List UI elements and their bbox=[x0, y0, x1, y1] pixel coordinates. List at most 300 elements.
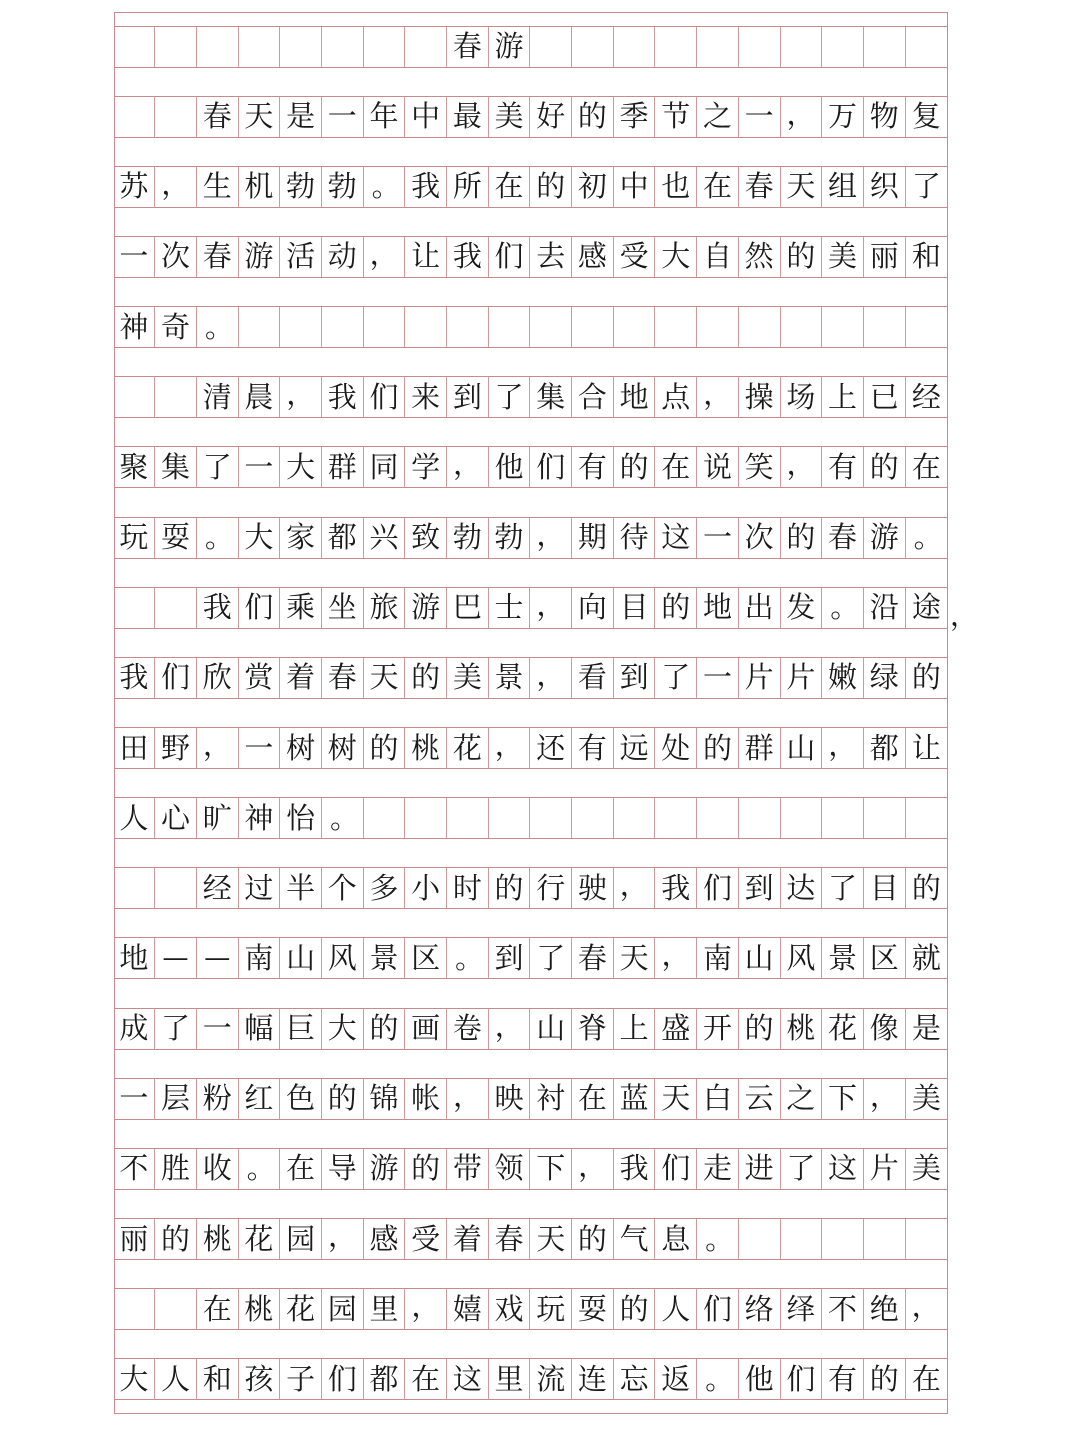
grid-cell-char: 大 bbox=[655, 237, 697, 277]
grid-cell-char: 的 bbox=[864, 447, 906, 487]
grid-cell-char: 士 bbox=[489, 588, 531, 628]
grid-cell-empty bbox=[239, 27, 281, 67]
grid-cell-char: ， bbox=[447, 447, 489, 487]
grid-cell-char: 天 bbox=[364, 658, 406, 698]
grid-cell-char: 络 bbox=[739, 1289, 781, 1329]
grid-cell-char: 。 bbox=[239, 1149, 281, 1189]
grid-cell-char: 组 bbox=[822, 167, 864, 207]
grid-cell-char: 然 bbox=[739, 237, 781, 277]
grid-cell-char: 地 bbox=[114, 938, 156, 978]
grid-cell-char: 受 bbox=[405, 1219, 447, 1259]
grid-cell-char: 。 bbox=[322, 798, 364, 838]
grid-cell-char: 途 bbox=[911, 590, 941, 625]
grid-cell-char: 美 bbox=[489, 97, 531, 137]
grid-cell-char: 开 bbox=[697, 1009, 739, 1049]
grid-cell-char: 他 bbox=[489, 447, 531, 487]
grid-cell-char: 群 bbox=[739, 728, 781, 768]
grid-cell-char: 的 bbox=[911, 870, 941, 905]
grid-cell-char: 有 bbox=[572, 447, 614, 487]
grid-cell-char: 的 bbox=[155, 1219, 197, 1259]
grid-cell-char: 到 bbox=[739, 868, 781, 908]
grid-cell-char: 盛 bbox=[655, 1009, 697, 1049]
grid-cell-char: 红 bbox=[239, 1079, 281, 1119]
grid-cell-char: 春 bbox=[322, 658, 364, 698]
grid-cell-char: 。 bbox=[364, 167, 406, 207]
grid-cell-char: 节 bbox=[655, 97, 697, 137]
grid-cell-char: ， bbox=[781, 447, 823, 487]
grid-cell-char: 怡 bbox=[280, 798, 322, 838]
text-row bbox=[114, 587, 948, 629]
grid-cell-empty bbox=[655, 27, 697, 67]
grid-cell-char: 不 bbox=[114, 1149, 156, 1189]
grid-cell-char: 美 bbox=[822, 237, 864, 277]
grid-cell-char: 都 bbox=[864, 728, 906, 768]
grid-cell-empty bbox=[781, 27, 823, 67]
grid-cell-char: 集 bbox=[530, 377, 572, 417]
grid-cell-char: 到 bbox=[447, 377, 489, 417]
text-row bbox=[114, 376, 948, 418]
grid-cell-char: 游 bbox=[405, 588, 447, 628]
grid-cell-char: 进 bbox=[739, 1149, 781, 1189]
grid-cell-empty bbox=[114, 97, 156, 137]
grid-cell-char: ， bbox=[364, 237, 406, 277]
grid-cell-char: 大 bbox=[280, 447, 322, 487]
grid-cell-char: 桃 bbox=[781, 1009, 823, 1049]
grid-cell-char: ， bbox=[447, 1079, 489, 1119]
title-char: 春 bbox=[447, 27, 489, 67]
grid-cell-char: 花 bbox=[447, 728, 489, 768]
grid-cell-char: 他 bbox=[739, 1359, 781, 1399]
grid-cell-char: 年 bbox=[364, 97, 406, 137]
grid-cell-char: 们 bbox=[655, 1149, 697, 1189]
grid-cell-char: 游 bbox=[864, 518, 906, 558]
grid-cell-char: 天 bbox=[614, 938, 656, 978]
grid-cell-char: 衬 bbox=[530, 1079, 572, 1119]
grid-cell-empty bbox=[489, 798, 531, 838]
grid-cell-char: 地 bbox=[614, 377, 656, 417]
grid-cell-char: 苏 bbox=[114, 167, 156, 207]
grid-cell-char: 气 bbox=[614, 1219, 656, 1259]
grid-cell-char: 的 bbox=[655, 588, 697, 628]
grid-cell-char: 着 bbox=[280, 658, 322, 698]
grid-cell-char: 受 bbox=[614, 237, 656, 277]
text-row bbox=[114, 1218, 948, 1260]
grid-cell-char: 机 bbox=[239, 167, 281, 207]
grid-cell-char: 们 bbox=[697, 1289, 739, 1329]
grid-cell-char: 了 bbox=[822, 868, 864, 908]
grid-cell-char: 都 bbox=[322, 518, 364, 558]
grid-cell-char: 的 bbox=[697, 728, 739, 768]
grid-cell-empty bbox=[906, 798, 948, 838]
grid-cell-char: 大 bbox=[114, 1359, 156, 1399]
grid-cell-char: — bbox=[155, 938, 197, 978]
grid-cell-char: 园 bbox=[280, 1219, 322, 1259]
grid-cell-char: 树 bbox=[280, 728, 322, 768]
grid-cell-empty bbox=[614, 27, 656, 67]
grid-cell-char: 花 bbox=[280, 1289, 322, 1329]
grid-cell-empty bbox=[530, 27, 572, 67]
grid-cell-char: 说 bbox=[697, 447, 739, 487]
grid-cell-char: 去 bbox=[530, 237, 572, 277]
grid-cell-char: 画 bbox=[405, 1009, 447, 1049]
grid-cell-char: 场 bbox=[781, 377, 823, 417]
grid-cell-char: ， bbox=[614, 868, 656, 908]
grid-cell-char: 一 bbox=[322, 97, 364, 137]
text-row bbox=[114, 727, 948, 769]
grid-cell-char: 的 bbox=[405, 1149, 447, 1189]
grid-cell-char: 到 bbox=[614, 658, 656, 698]
grid-cell-char: 桃 bbox=[197, 1219, 239, 1259]
grid-cell-char: ， bbox=[822, 728, 864, 768]
grid-cell-char: 一 bbox=[239, 728, 281, 768]
grid-cell-char: 有 bbox=[572, 728, 614, 768]
grid-cell-char: 让 bbox=[911, 730, 941, 765]
grid-cell-empty bbox=[155, 377, 197, 417]
grid-cell-char: 不 bbox=[822, 1289, 864, 1329]
grid-cell-char: ， bbox=[530, 588, 572, 628]
grid-cell-char: 南 bbox=[239, 938, 281, 978]
grid-cell-char: 的 bbox=[364, 728, 406, 768]
grid-cell-char: 万 bbox=[822, 97, 864, 137]
grid-cell-char: 有 bbox=[822, 447, 864, 487]
grid-cell-empty bbox=[239, 307, 281, 347]
grid-cell-empty bbox=[864, 27, 906, 67]
grid-cell-char: 的 bbox=[614, 1289, 656, 1329]
grid-cell-char: 天 bbox=[781, 167, 823, 207]
grid-cell-char: 行 bbox=[530, 868, 572, 908]
grid-cell-empty bbox=[739, 27, 781, 67]
grid-cell-empty bbox=[906, 307, 948, 347]
grid-cell-char: 子 bbox=[280, 1359, 322, 1399]
grid-cell-char: 操 bbox=[739, 377, 781, 417]
grid-cell-char: 走 bbox=[697, 1149, 739, 1189]
grid-cell-empty bbox=[322, 27, 364, 67]
grid-cell-char: 天 bbox=[655, 1079, 697, 1119]
grid-cell-char: 桃 bbox=[239, 1289, 281, 1329]
grid-cell-char: 天 bbox=[239, 97, 281, 137]
grid-cell-char: 嫩 bbox=[822, 658, 864, 698]
grid-cell-char: 心 bbox=[155, 798, 197, 838]
grid-cell-empty bbox=[280, 307, 322, 347]
grid-cell-char: ， bbox=[489, 1009, 531, 1049]
grid-cell-char: 。 bbox=[197, 307, 239, 347]
grid-cell-char: 连 bbox=[572, 1359, 614, 1399]
grid-cell-char: 一 bbox=[697, 518, 739, 558]
grid-cell-char: 我 bbox=[322, 377, 364, 417]
grid-cell-char: 们 bbox=[155, 658, 197, 698]
grid-cell-char: 里 bbox=[489, 1359, 531, 1399]
grid-cell-char: 区 bbox=[864, 938, 906, 978]
grid-cell-char: 目 bbox=[864, 868, 906, 908]
grid-cell-char: 我 bbox=[114, 658, 156, 698]
grid-cell-char: 时 bbox=[447, 868, 489, 908]
grid-cell-char: 好 bbox=[530, 97, 572, 137]
grid-cell-empty bbox=[155, 868, 197, 908]
grid-cell-char: 的 bbox=[572, 1219, 614, 1259]
grid-cell-char: 我 bbox=[447, 237, 489, 277]
grid-cell-char: 们 bbox=[697, 868, 739, 908]
grid-cell-char: 物 bbox=[864, 97, 906, 137]
grid-cell-char: 息 bbox=[655, 1219, 697, 1259]
grid-cell-char: 勃 bbox=[280, 167, 322, 207]
grid-cell-char: 风 bbox=[781, 938, 823, 978]
text-row bbox=[114, 937, 948, 979]
grid-cell-char: 织 bbox=[864, 167, 906, 207]
grid-cell-empty bbox=[781, 1219, 823, 1259]
grid-cell-char: 锦 bbox=[364, 1079, 406, 1119]
grid-cell-char: 乘 bbox=[280, 588, 322, 628]
grid-cell-empty bbox=[614, 307, 656, 347]
grid-cell-char: 次 bbox=[155, 237, 197, 277]
grid-cell-char: 天 bbox=[530, 1219, 572, 1259]
grid-cell-char: 地 bbox=[697, 588, 739, 628]
grid-cell-char: 卷 bbox=[447, 1009, 489, 1049]
grid-cell-char: 的 bbox=[739, 1009, 781, 1049]
grid-cell-char: 达 bbox=[781, 868, 823, 908]
grid-cell-char: 的 bbox=[322, 1079, 364, 1119]
grid-cell-char: 中 bbox=[614, 167, 656, 207]
grid-cell-char: 这 bbox=[655, 518, 697, 558]
grid-cell-empty bbox=[114, 868, 156, 908]
grid-cell-char: 点 bbox=[655, 377, 697, 417]
grid-cell-char: ， bbox=[405, 1289, 447, 1329]
grid-cell-empty bbox=[572, 307, 614, 347]
grid-cell-char: 胜 bbox=[155, 1149, 197, 1189]
grid-cell-char: 勃 bbox=[489, 518, 531, 558]
grid-cell-char: 目 bbox=[614, 588, 656, 628]
grid-cell-char: 的 bbox=[489, 868, 531, 908]
grid-cell-char: — bbox=[197, 938, 239, 978]
grid-cell-char: 帐 bbox=[405, 1079, 447, 1119]
grid-cell-char: 春 bbox=[572, 938, 614, 978]
grid-cell-char: 里 bbox=[364, 1289, 406, 1329]
grid-cell-char: ， bbox=[530, 518, 572, 558]
grid-cell-char: 白 bbox=[697, 1079, 739, 1119]
grid-cell-char: 的 bbox=[864, 1359, 906, 1399]
grid-cell-empty bbox=[864, 307, 906, 347]
grid-cell-char: 领 bbox=[489, 1149, 531, 1189]
grid-cell-char: 笑 bbox=[739, 447, 781, 487]
text-row bbox=[114, 867, 948, 909]
grid-cell-char: 的 bbox=[530, 167, 572, 207]
grid-cell-empty bbox=[114, 588, 156, 628]
grid-cell-empty bbox=[822, 798, 864, 838]
text-row bbox=[114, 236, 948, 278]
grid-cell-char: 个 bbox=[322, 868, 364, 908]
grid-cell-char: 的 bbox=[781, 237, 823, 277]
grid-cell-char: 期 bbox=[572, 518, 614, 558]
title-char: 游 bbox=[489, 27, 531, 67]
grid-cell-char: 学 bbox=[405, 447, 447, 487]
grid-cell-char: 美 bbox=[447, 658, 489, 698]
grid-cell-char: 玩 bbox=[530, 1289, 572, 1329]
grid-cell-char: ， bbox=[697, 377, 739, 417]
grid-cell-char: 的 bbox=[572, 97, 614, 137]
grid-cell-char: 田 bbox=[114, 728, 156, 768]
text-row bbox=[114, 446, 948, 488]
grid-cell-char: 导 bbox=[322, 1149, 364, 1189]
grid-cell-char: 次 bbox=[739, 518, 781, 558]
grid-cell-char: 桃 bbox=[405, 728, 447, 768]
grid-cell-char: 下 bbox=[822, 1079, 864, 1119]
grid-cell-char: 春 bbox=[489, 1219, 531, 1259]
margin-punctuation: ， bbox=[950, 598, 979, 632]
grid-cell-char: 景 bbox=[822, 938, 864, 978]
grid-cell-char: 区 bbox=[405, 938, 447, 978]
grid-cell-char: 和 bbox=[911, 239, 941, 274]
grid-cell-char: 感 bbox=[572, 237, 614, 277]
text-row bbox=[114, 797, 948, 839]
grid-cell-empty bbox=[572, 27, 614, 67]
text-row bbox=[114, 1288, 948, 1330]
grid-cell-char: 合 bbox=[572, 377, 614, 417]
grid-cell-char: 花 bbox=[822, 1009, 864, 1049]
grid-cell-empty bbox=[364, 27, 406, 67]
grid-cell-char: 之 bbox=[697, 97, 739, 137]
grid-cell-char: 动 bbox=[322, 237, 364, 277]
grid-cell-char: 在 bbox=[197, 1289, 239, 1329]
grid-cell-char: 欣 bbox=[197, 658, 239, 698]
grid-cell-char: 小 bbox=[405, 868, 447, 908]
grid-cell-char: 春 bbox=[822, 518, 864, 558]
grid-cell-char: 生 bbox=[197, 167, 239, 207]
grid-cell-char: 也 bbox=[655, 167, 697, 207]
grid-cell-char: 多 bbox=[364, 868, 406, 908]
grid-cell-char: 人 bbox=[114, 798, 156, 838]
grid-cell-char: 了 bbox=[530, 938, 572, 978]
grid-cell-empty bbox=[822, 27, 864, 67]
grid-cell-char: 的 bbox=[364, 1009, 406, 1049]
grid-cell-char: 出 bbox=[739, 588, 781, 628]
grid-cell-empty bbox=[614, 798, 656, 838]
grid-cell-char: 美 bbox=[911, 1081, 941, 1116]
grid-cell-char: 人 bbox=[655, 1289, 697, 1329]
grid-cell-char: 所 bbox=[447, 167, 489, 207]
grid-cell-char: 大 bbox=[239, 518, 281, 558]
grid-cell-empty bbox=[864, 1219, 906, 1259]
grid-cell-char: 们 bbox=[239, 588, 281, 628]
grid-cell-char: 处 bbox=[655, 728, 697, 768]
grid-cell-empty bbox=[655, 798, 697, 838]
grid-cell-empty bbox=[822, 1219, 864, 1259]
grid-cell-empty bbox=[405, 307, 447, 347]
grid-cell-char: 是 bbox=[280, 97, 322, 137]
text-row bbox=[114, 1148, 948, 1190]
grid-cell-empty bbox=[906, 1219, 948, 1259]
grid-cell-empty bbox=[530, 798, 572, 838]
grid-cell-char: 嬉 bbox=[447, 1289, 489, 1329]
grid-cell-char: 聚 bbox=[114, 447, 156, 487]
grid-cell-char: 在 bbox=[489, 167, 531, 207]
grid-cell-char: 经 bbox=[911, 379, 941, 414]
grid-cell-empty bbox=[155, 588, 197, 628]
grid-cell-char: 们 bbox=[322, 1359, 364, 1399]
grid-cell-char: ， bbox=[864, 1079, 906, 1119]
grid-cell-char: 致 bbox=[405, 518, 447, 558]
grid-cell-char: 中 bbox=[405, 97, 447, 137]
grid-cell-char: 春 bbox=[739, 167, 781, 207]
grid-cell-char: 层 bbox=[155, 1079, 197, 1119]
grid-cell-empty bbox=[781, 798, 823, 838]
grid-cell-char: 脊 bbox=[572, 1009, 614, 1049]
grid-cell-char: 园 bbox=[322, 1289, 364, 1329]
grid-cell-char: 季 bbox=[614, 97, 656, 137]
grid-cell-char: ， bbox=[155, 167, 197, 207]
grid-cell-char: 幅 bbox=[239, 1009, 281, 1049]
grid-cell-char: 半 bbox=[280, 868, 322, 908]
grid-cell-char: 最 bbox=[447, 97, 489, 137]
grid-cell-char: 春 bbox=[197, 97, 239, 137]
grid-cell-char: 巨 bbox=[280, 1009, 322, 1049]
grid-cell-char: 和 bbox=[197, 1359, 239, 1399]
grid-cell-empty bbox=[697, 307, 739, 347]
grid-cell-empty bbox=[530, 307, 572, 347]
grid-cell-char: 风 bbox=[322, 938, 364, 978]
grid-cell-char: 看 bbox=[572, 658, 614, 698]
grid-cell-char: 大 bbox=[322, 1009, 364, 1049]
grid-cell-char: ， bbox=[280, 377, 322, 417]
text-row bbox=[114, 1008, 948, 1050]
grid-cell-char: 同 bbox=[364, 447, 406, 487]
grid-cell-char: 都 bbox=[364, 1359, 406, 1399]
grid-cell-char: 在 bbox=[911, 449, 941, 484]
grid-cell-char: 在 bbox=[697, 167, 739, 207]
grid-cell-char: 旅 bbox=[364, 588, 406, 628]
grid-cell-char: 。 bbox=[197, 518, 239, 558]
grid-cell-char: 神 bbox=[114, 307, 156, 347]
grid-cell-char: 勃 bbox=[322, 167, 364, 207]
grid-cell-char: 驶 bbox=[572, 868, 614, 908]
grid-cell-char: 们 bbox=[781, 1359, 823, 1399]
grid-cell-empty bbox=[822, 307, 864, 347]
grid-cell-char: 我 bbox=[655, 868, 697, 908]
grid-cell-empty bbox=[864, 798, 906, 838]
grid-cell-char: 耍 bbox=[155, 518, 197, 558]
grid-cell-char: 经 bbox=[197, 868, 239, 908]
grid-cell-char: 在 bbox=[655, 447, 697, 487]
grid-cell-char: ， bbox=[911, 1289, 941, 1324]
grid-cell-char: 就 bbox=[911, 940, 941, 975]
grid-cell-char: ， bbox=[489, 728, 531, 768]
grid-cell-empty bbox=[906, 27, 948, 67]
grid-cell-char: 耍 bbox=[572, 1289, 614, 1329]
grid-cell-char: 片 bbox=[781, 658, 823, 698]
grid-cell-char: ， bbox=[322, 1219, 364, 1259]
grid-cell-char: 一 bbox=[697, 658, 739, 698]
grid-cell-char: 景 bbox=[489, 658, 531, 698]
grid-cell-char: 晨 bbox=[239, 377, 281, 417]
grid-cell-char: 树 bbox=[322, 728, 364, 768]
grid-cell-char: 待 bbox=[614, 518, 656, 558]
grid-cell-empty bbox=[781, 307, 823, 347]
grid-cell-empty bbox=[697, 27, 739, 67]
grid-cell-empty bbox=[197, 27, 239, 67]
grid-cell-char: 们 bbox=[489, 237, 531, 277]
grid-cell-char: 丽 bbox=[114, 1219, 156, 1259]
grid-cell-char: 带 bbox=[447, 1149, 489, 1189]
grid-cell-char: 了 bbox=[911, 169, 941, 204]
grid-cell-empty bbox=[155, 1289, 197, 1329]
grid-cell-empty bbox=[405, 27, 447, 67]
grid-cell-char: 沿 bbox=[864, 588, 906, 628]
grid-cell-char: 花 bbox=[239, 1219, 281, 1259]
grid-cell-char: 云 bbox=[739, 1079, 781, 1119]
grid-cell-char: 上 bbox=[614, 1009, 656, 1049]
grid-cell-empty bbox=[697, 798, 739, 838]
grid-cell-char: 片 bbox=[739, 658, 781, 698]
grid-cell-char: 一 bbox=[739, 97, 781, 137]
text-row bbox=[114, 166, 948, 208]
